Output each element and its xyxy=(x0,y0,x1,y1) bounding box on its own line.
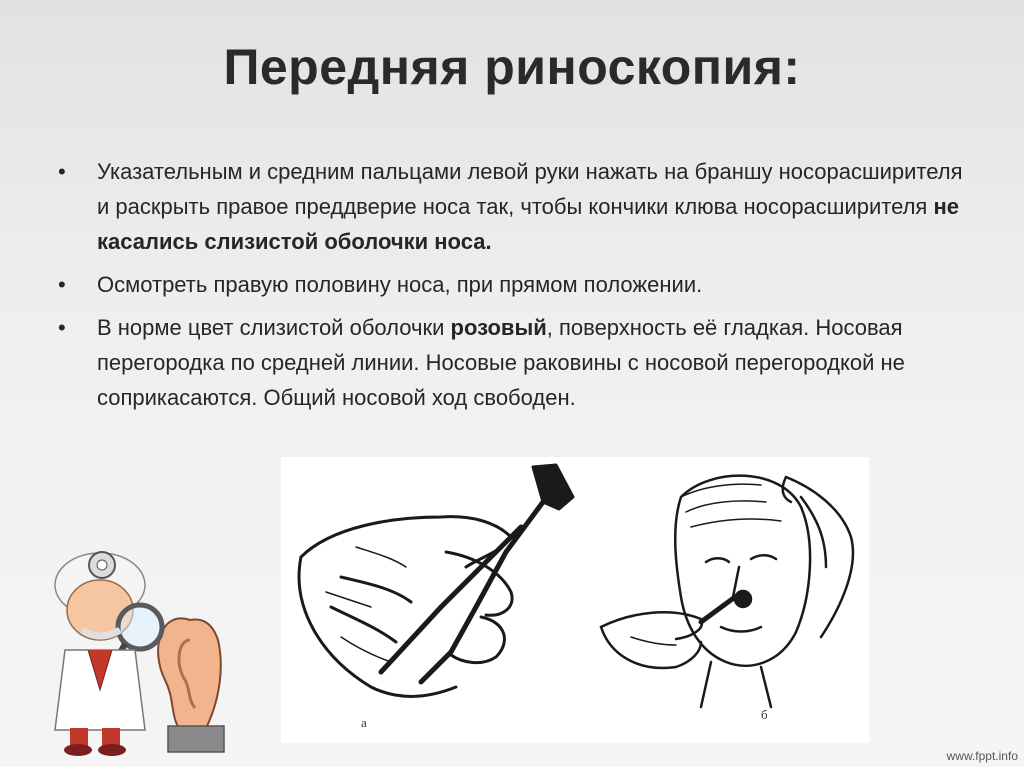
hand-with-nasal-speculum-drawing xyxy=(299,465,573,696)
figure-label-b: б xyxy=(761,707,768,722)
doctor-figure-icon xyxy=(55,552,162,756)
bullet-text-bold: не касались слизистой оболочки носа. xyxy=(97,194,959,254)
slide-title: Передняя риноскопия: xyxy=(223,39,801,95)
rhinoscopy-illustration xyxy=(281,457,869,743)
bullet-marker: • xyxy=(58,315,66,340)
bullet-text: Указательным и средним пальцами левой руки нажать на браншу носорасширителя и раскрыть правое преддверие носа так, чтобы кончики клюва носорасширителя xyxy=(97,159,963,219)
bullet-marker: • xyxy=(58,159,66,184)
bullet-text: В норме цвет слизистой оболочки xyxy=(97,315,451,340)
bullet-item xyxy=(55,154,975,259)
figure-label-a: а xyxy=(361,715,367,730)
bullet-text-bold: розовый xyxy=(450,315,547,340)
ear-model-icon xyxy=(158,618,224,752)
bullet-text: Осмотреть правую половину носа, при прямом положении. xyxy=(97,272,703,297)
watermark: www.fppt.info xyxy=(946,749,1018,763)
patient-face-examination-drawing xyxy=(601,476,853,707)
bullet-marker: • xyxy=(58,272,66,297)
bullet-item xyxy=(55,310,975,415)
doctor-cartoon-image xyxy=(40,530,250,760)
bullet-item xyxy=(55,267,975,302)
bullet-list xyxy=(55,154,975,423)
bullet-text: , поверхность её гладкая. Носовая перегородка по средней линии. Носовые раковины с носовой перегородкой не соприкасаются. Общий носовой ход свободен. xyxy=(97,315,905,410)
